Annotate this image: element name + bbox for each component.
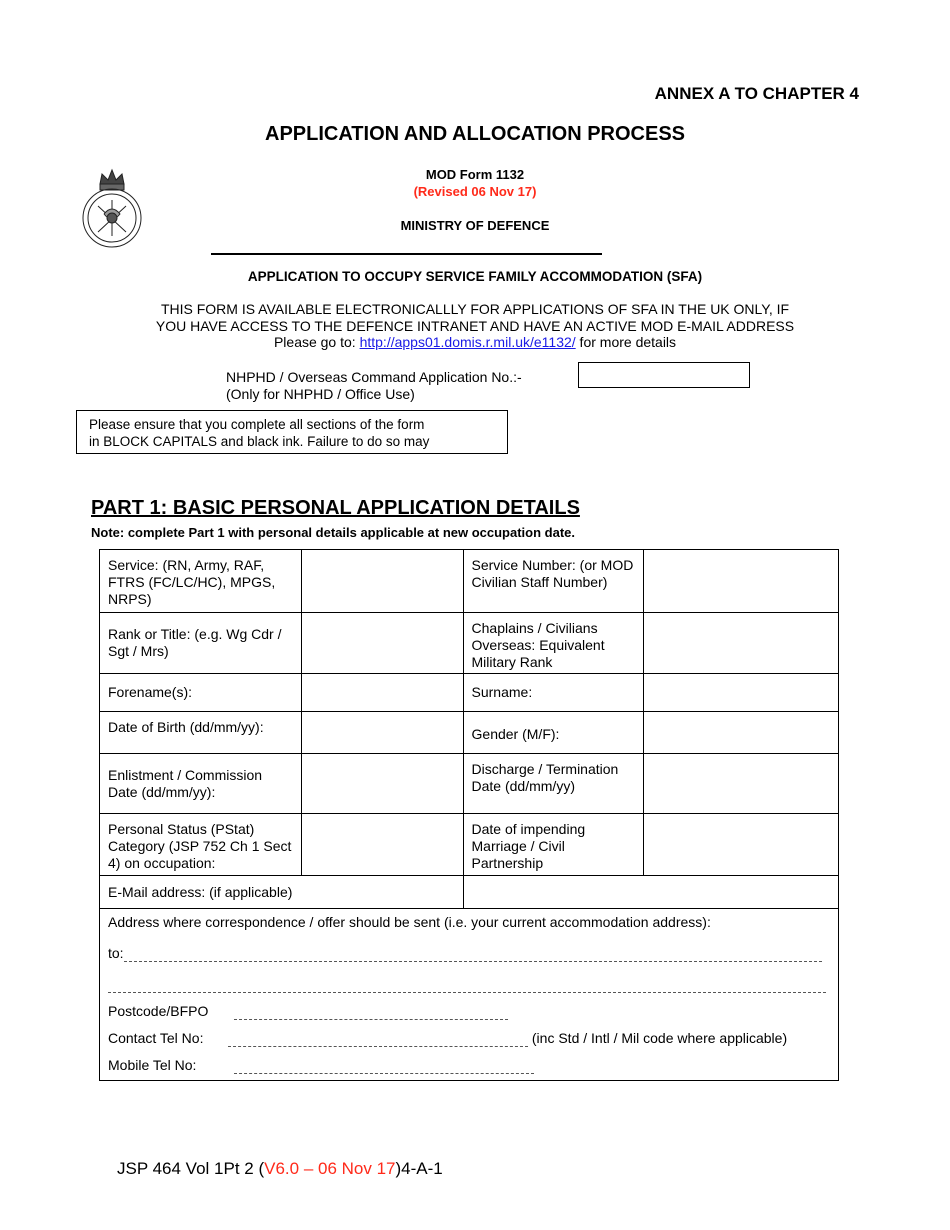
- table-row: [100, 712, 839, 754]
- annex-heading: ANNEX A TO CHAPTER 4: [654, 84, 859, 103]
- address-line-1[interactable]: [124, 961, 822, 962]
- table-row: [100, 613, 839, 674]
- postcode-label: Postcode/BFPO: [108, 1003, 209, 1019]
- address-line-2[interactable]: [108, 976, 826, 993]
- footer-prefix: JSP 464 Vol 1Pt 2 (: [117, 1159, 265, 1178]
- nhphd-label-line1: NHPHD / Overseas Command Application No.:-: [226, 369, 522, 385]
- rank-field[interactable]: [301, 613, 463, 674]
- page-title: APPLICATION AND ALLOCATION PROCESS: [265, 123, 685, 145]
- nhphd-label: [226, 369, 522, 403]
- address-section: [100, 909, 839, 1081]
- block-capitals-notice: [76, 410, 508, 454]
- block-notice-line2: in BLOCK CAPITALS and black ink. Failure to do so may: [89, 433, 430, 449]
- enlistment-date-label: Enlistment / Commission Date (dd/mm/yy):: [100, 754, 302, 814]
- mobile-tel-label: Mobile Tel No:: [108, 1057, 197, 1073]
- page-footer: [117, 1159, 443, 1179]
- to-label: to:: [108, 945, 124, 961]
- e1132-link[interactable]: http://apps01.domis.r.mil.uk/e1132/: [359, 334, 576, 350]
- table-row: [100, 674, 839, 712]
- table-row: [100, 550, 839, 613]
- forename-field[interactable]: [301, 674, 463, 712]
- revision-date: (Revised 06 Nov 17): [413, 184, 537, 199]
- table-row: [100, 876, 839, 909]
- table-row: [100, 754, 839, 814]
- forename-label: Forename(s):: [100, 674, 302, 712]
- service-number-label: Service Number: (or MOD Civilian Staff Number): [463, 550, 644, 613]
- equivalent-rank-field[interactable]: [644, 613, 839, 674]
- marriage-date-field[interactable]: [644, 814, 839, 876]
- personal-status-label: Personal Status (PStat) Category (JSP 752 Ch 1 Sect 4) on occupation:: [100, 814, 302, 876]
- service-number-field[interactable]: [644, 550, 839, 613]
- electronic-notice-line1: THIS FORM IS AVAILABLE ELECTRONICALLLY FOR APPLICATIONS OF SFA IN THE UK ONLY, IF: [160, 301, 790, 317]
- part1-note: Note: complete Part 1 with personal details applicable at new occupation date.: [91, 525, 575, 540]
- nhphd-application-number-field[interactable]: [578, 362, 750, 388]
- equivalent-rank-label: Chaplains / Civilians Overseas: Equivalent Military Rank: [463, 613, 644, 674]
- date-of-birth-field[interactable]: [301, 712, 463, 754]
- form-id: MOD Form 1132: [425, 167, 525, 182]
- link-suffix: for more details: [575, 334, 677, 350]
- surname-label: Surname:: [463, 674, 644, 712]
- personal-details-table: [99, 549, 839, 1081]
- email-label: E-Mail address: (if applicable): [100, 876, 464, 909]
- enlistment-date-field[interactable]: [301, 754, 463, 814]
- gender-field[interactable]: [644, 712, 839, 754]
- block-notice-line1: Please ensure that you complete all sections of the form: [89, 417, 425, 432]
- footer-version: V6.0 – 06 Nov 17: [264, 1159, 396, 1178]
- table-row: [100, 909, 839, 1081]
- footer-suffix: )4-A-1: [395, 1159, 443, 1178]
- discharge-date-field[interactable]: [644, 754, 839, 814]
- form-title: APPLICATION TO OCCUPY SERVICE FAMILY ACCOMMODATION (SFA): [247, 269, 703, 284]
- electronic-notice: [0, 301, 950, 351]
- gender-label: Gender (M/F):: [463, 712, 644, 754]
- personal-status-field[interactable]: [301, 814, 463, 876]
- header-divider: [211, 253, 602, 255]
- rank-label: Rank or Title: (e.g. Wg Cdr / Sgt / Mrs): [100, 613, 302, 674]
- ministry-name: MINISTRY OF DEFENCE: [400, 218, 550, 233]
- nhphd-label-line2: (Only for NHPHD / Office Use): [226, 386, 415, 402]
- discharge-date-label: Discharge / Termination Date (dd/mm/yy): [463, 754, 644, 814]
- contact-tel-field[interactable]: [228, 1046, 528, 1047]
- service-label: Service: (RN, Army, RAF, FTRS (FC/LC/HC), MPGS, NRPS): [100, 550, 302, 613]
- electronic-notice-line2: YOU HAVE ACCESS TO THE DEFENCE INTRANET AND HAVE AN ACTIVE MOD E-MAIL ADDRESS: [155, 317, 795, 334]
- table-row: [100, 814, 839, 876]
- part1-title: PART 1: BASIC PERSONAL APPLICATION DETAILS: [91, 497, 580, 519]
- surname-field[interactable]: [644, 674, 839, 712]
- mobile-tel-field[interactable]: [234, 1073, 534, 1074]
- date-of-birth-label: Date of Birth (dd/mm/yy):: [100, 712, 302, 754]
- link-prefix: Please go to:: [273, 334, 360, 350]
- contact-tel-label: Contact Tel No:: [108, 1030, 204, 1046]
- address-label: Address where correspondence / offer should be sent (i.e. your current accommodation address):: [108, 914, 711, 930]
- marriage-date-label: Date of impending Marriage / Civil Partnership: [463, 814, 644, 876]
- service-field[interactable]: [301, 550, 463, 613]
- contact-tel-note: (inc Std / Intl / Mil code where applicable): [531, 1030, 788, 1046]
- email-field[interactable]: [463, 876, 838, 909]
- postcode-field[interactable]: [234, 1019, 508, 1020]
